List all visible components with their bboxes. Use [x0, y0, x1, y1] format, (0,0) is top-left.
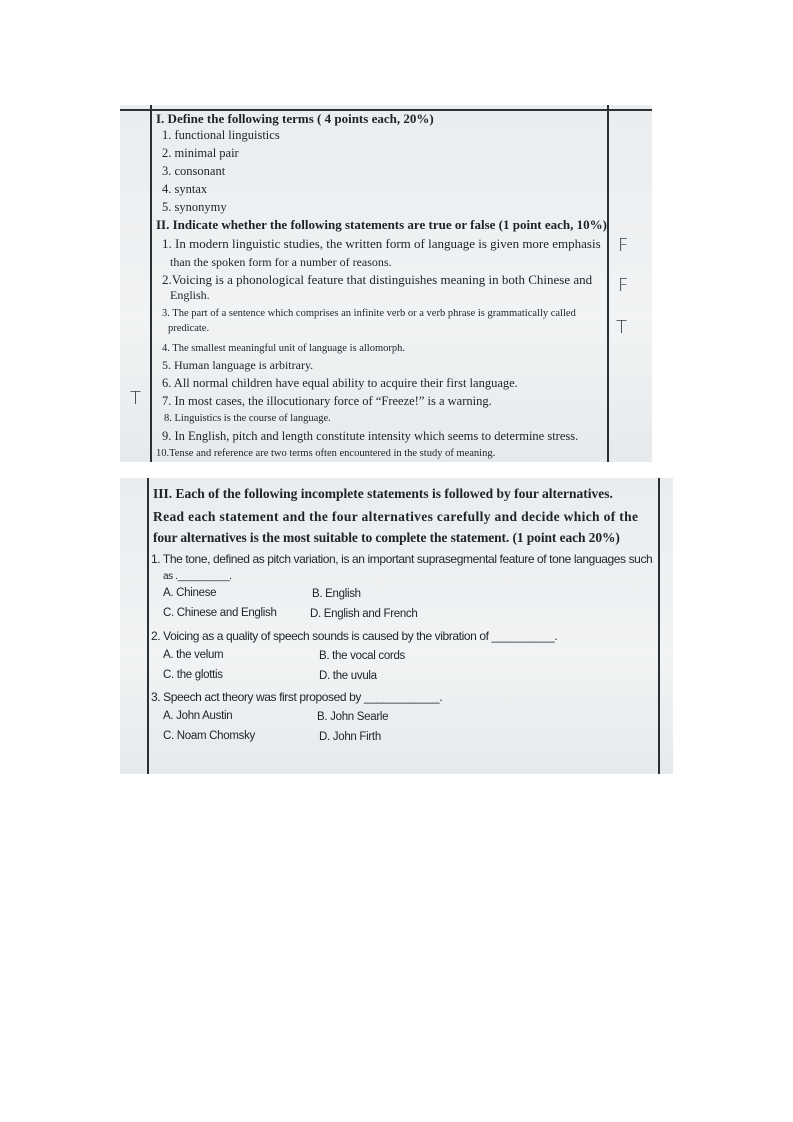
handwritten-mark: T [616, 317, 627, 338]
term: 3. consonant [162, 164, 226, 178]
term: 2. minimal pair [162, 146, 239, 160]
statement: 9. In English, pitch and length constitute intensity which seems to determine stress. [162, 429, 579, 443]
statement: 6. All normal children have equal ability to acquire their first language. [162, 376, 518, 390]
statement: predicate. [168, 323, 210, 334]
border-left [147, 478, 149, 774]
term: 4. syntax [162, 182, 208, 196]
option: A. Chinese [163, 587, 217, 599]
question-stem: 3. Speech act theory was first proposed by ____________. [151, 690, 443, 704]
option: C. Noam Chomsky [163, 730, 255, 742]
border-left [150, 105, 152, 462]
border-right [607, 105, 609, 462]
part2-heading: II. Indicate whether the following statements are true or false (1 point each, 10%) [156, 217, 607, 232]
option: A. John Austin [163, 710, 233, 722]
part3-heading-line: Read each statement and the four alternatives carefully and decide which of the [153, 509, 639, 524]
statement: 4. The smallest meaningful unit of language is allomorph. [162, 343, 406, 354]
option: D. English and French [310, 608, 418, 620]
exam-photo-1 [120, 105, 652, 462]
exam-photo-2 [120, 478, 673, 774]
option: D. John Firth [319, 731, 381, 743]
statement: English. [170, 288, 210, 302]
option: C. the glottis [163, 669, 223, 681]
option: B. English [312, 588, 361, 600]
question-stem: as .__________. [163, 571, 232, 582]
part1-heading: I. Define the following terms ( 4 points each, 20%) [156, 111, 434, 126]
statement: 8. Linguistics is the course of language. [164, 413, 331, 424]
statement: 2.Voicing is a phonological feature that distinguishes meaning in both Chinese and [162, 272, 593, 287]
handwritten-mark: T [130, 388, 141, 409]
option: B. the vocal cords [319, 650, 406, 662]
handwritten-mark: F [618, 275, 629, 296]
question-stem: 2. Voicing as a quality of speech sounds is caused by the vibration of __________. [151, 629, 558, 643]
handwritten-mark: F [618, 235, 629, 256]
statement: 5. Human language is arbitrary. [162, 358, 314, 372]
statement: 1. In modern linguistic studies, the written form of language is given more emphasis [162, 236, 601, 251]
term: 5. synonymy [162, 200, 227, 214]
statement: than the spoken form for a number of reasons. [170, 255, 392, 269]
statement: 10.Tense and reference are two terms often encountered in the study of meaning. [156, 448, 496, 459]
part3-heading-line: four alternatives is the most suitable to complete the statement. (1 point each 20%) [153, 530, 620, 545]
option: C. Chinese and English [163, 607, 277, 619]
part3-heading-line: III. Each of the following incomplete statements is followed by four alternatives. [153, 486, 613, 501]
statement: 3. The part of a sentence which comprises an infinite verb or a verb phrase is grammatically called [162, 308, 576, 319]
option: A. the velum [163, 649, 224, 661]
option: D. the uvula [319, 670, 377, 682]
statement: 7. In most cases, the illocutionary force of “Freeze!” is a warning. [162, 394, 492, 408]
question-stem: 1. The tone, defined as pitch variation, is an important suprasegmental feature of tone languages such [151, 552, 653, 566]
option: B. John Searle [317, 711, 389, 723]
term: 1. functional linguistics [162, 128, 280, 142]
border-right [658, 478, 660, 774]
